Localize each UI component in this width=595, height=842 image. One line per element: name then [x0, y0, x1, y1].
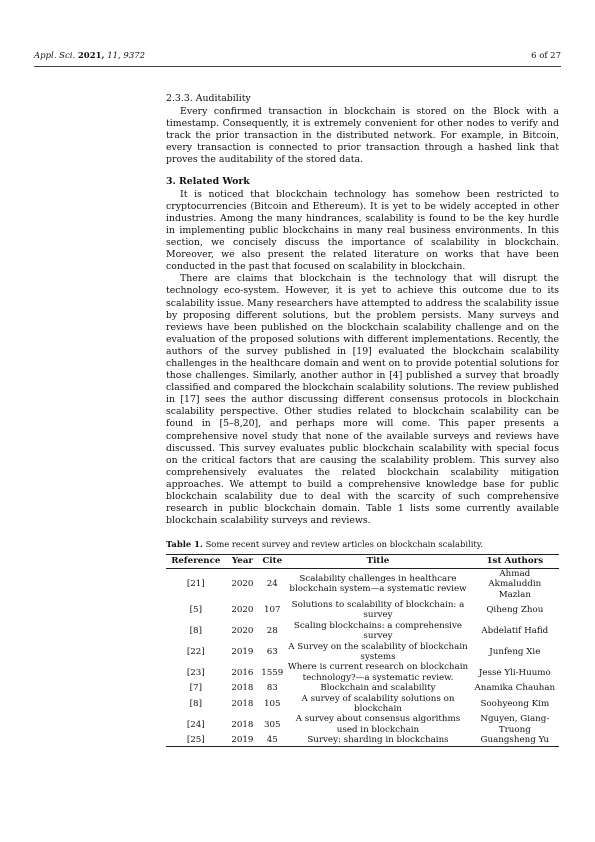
cell-cite: 83 [266, 683, 278, 694]
cell-cite: 28 [266, 626, 278, 637]
cell-year: 2018 [231, 683, 254, 694]
table-row [166, 683, 559, 693]
subsection-heading-auditability: 2.3.3. Auditability [166, 93, 251, 104]
journal-name: Appl. Sci. [34, 51, 76, 61]
cell-author: Junfeng Xie [489, 646, 541, 657]
journal-year: 2021, [77, 51, 105, 61]
cell-title: A survey of scalability solutions on blockchain [301, 693, 455, 715]
cell-cite: 45 [259, 735, 285, 746]
related-work-paragraph-1: It is noticed that blockchain technology has somehow been restricted to cryptocurrencies (Bitcoin and Ethereum). It is yet to be widely accepted in other industries. Among the many hindrances, scalability is found to be the key hurdle in implementing public blockchains in many real business environments. In this section, we concisely discuss the importance of scalability in blockchain. Moreover, we also present the related literature on works that have been conducted in the past that focused on scalability in blockchain. [166, 188, 559, 273]
cell-cite: 63 [266, 646, 278, 657]
running-header-citation [34, 51, 145, 61]
col-header-authors: 1st Authors [471, 555, 559, 568]
cell-title: Scalability challenges in healthcare blockchain system—a systematic review [289, 573, 467, 595]
survey-table [166, 554, 559, 746]
cell-reference: [23] [186, 667, 205, 678]
cell-year: 2019 [226, 735, 260, 746]
cell-year: 2020 [231, 626, 254, 637]
cell-reference: [8] [189, 698, 202, 709]
table-row [166, 662, 559, 683]
cell-author: Ahmad Akmaluddin Mazlan [488, 568, 542, 600]
cell-author: Guangsheng Yu [471, 735, 559, 746]
cell-cite: 105 [263, 698, 281, 709]
article-number: 9372 [123, 51, 146, 61]
table-row [166, 694, 559, 715]
table-row [166, 568, 559, 600]
col-header-title: Title [285, 555, 470, 568]
cell-reference: [21] [186, 579, 205, 590]
col-header-reference: Reference [166, 555, 226, 568]
page-number: 6 of 27 [531, 51, 561, 61]
table-row [166, 735, 559, 746]
cell-reference: [8] [189, 626, 202, 637]
related-work-paragraph-2: There are claims that blockchain is the technology that will disrupt the technology eco-system. However, it is yet to achieve this outcome due to its scalability issue. Many researchers have attempted to address the scalability issue by proposing different solutions, but the problem persists. Many surveys and reviews have been published on the blockchain scalability challenge and on the evaluation of the proposed solutions with different implementations. Recently, the authors of the survey published in [19] evaluated the blockchain scalability challenges in the healthcare domain and went on to provide potential solutions for those challenges. Similarly, another author in [4] published a survey that broadly classified and compared the blockchain scalability solutions. The review published in [17] sees the author discussing different consensus protocols in blockchain scalability perspective. Other studies related to blockchain scalability can be found in [5–8,20], and perhaps more will come. This paper presents a comprehensive novel study that none of the available surveys and reviews have discussed. This survey evaluates public blockchain scalability with special focus on the critical factors that are causing the scalability problem. This survey also comprehensively evaluates the related blockchain scalability mitigation approaches. We attempt to build a comprehensive knowledge base for public blockchain scalability due to deal with the scarcity of such comprehensive research in public blockchain domain. Table 1 lists some currently available blockchain scalability surveys and reviews. [166, 273, 559, 527]
cell-title: Blockchain and scalability [320, 683, 436, 694]
cell-year: 2019 [231, 646, 254, 657]
col-header-cite: Cite [259, 555, 285, 568]
table-caption [166, 538, 559, 550]
cell-title: A survey about consensus algorithms used in blockchain [295, 714, 461, 735]
cell-author: Jesse Yli-Huumo [478, 667, 551, 678]
cell-year: 2016 [231, 667, 254, 678]
cell-reference: [25] [166, 735, 226, 746]
auditability-paragraph: Every confirmed transaction in blockchain is stored on the Block with a timestamp. Consequently, it is extremely convenient for other nodes to verify and track the prior transaction in the distributed network. For example, in Bitcoin, every transaction is connected to prior transaction through a hashed link that proves the auditability of the stored data. [166, 106, 559, 166]
header-divider [34, 66, 561, 67]
table-row [166, 642, 559, 663]
table-row [166, 714, 559, 735]
cell-reference: [7] [189, 683, 202, 694]
cell-title: Solutions to scalability of blockchain: a survey [291, 600, 465, 621]
cell-reference: [22] [186, 646, 205, 657]
cell-cite: 107 [263, 605, 281, 616]
table-row [166, 600, 559, 621]
cell-title: Scaling blockchains: a comprehensive survey [293, 620, 463, 642]
table-caption-label: Table 1. [166, 539, 203, 550]
cell-cite: 24 [266, 579, 278, 590]
table-caption-text: Some recent survey and review articles on blockchain scalability. [205, 539, 484, 550]
cell-reference: [24] [186, 719, 205, 730]
section-heading-related-work: 3. Related Work [166, 175, 250, 187]
cell-year: 2020 [231, 579, 254, 590]
cell-cite: 305 [263, 719, 281, 730]
cell-author: Soohyeong Kim [480, 698, 550, 709]
cell-year: 2020 [231, 605, 254, 616]
col-header-year: Year [226, 555, 260, 568]
cell-year: 2018 [231, 719, 254, 730]
cell-author: Nguyen, Giang-Truong [480, 714, 550, 735]
cell-cite: 1559 [261, 667, 284, 678]
cell-author: Abdelatif Hafid [481, 626, 549, 637]
cell-title: A Survey on the scalability of blockchain systems [288, 641, 468, 663]
cell-author: Anamika Chauhan [474, 683, 556, 694]
table-row [166, 621, 559, 642]
cell-year: 2018 [231, 698, 254, 709]
cell-title: Survey: sharding in blockchains [285, 735, 470, 746]
cell-title: Where is current research on blockchain technology?—a systematic review. [287, 662, 469, 683]
cell-author: Qiheng Zhou [486, 605, 544, 616]
page-body [166, 93, 559, 747]
cell-reference: [5] [189, 605, 202, 616]
journal-volume: 11, [107, 51, 121, 61]
table-header-row [166, 555, 559, 568]
